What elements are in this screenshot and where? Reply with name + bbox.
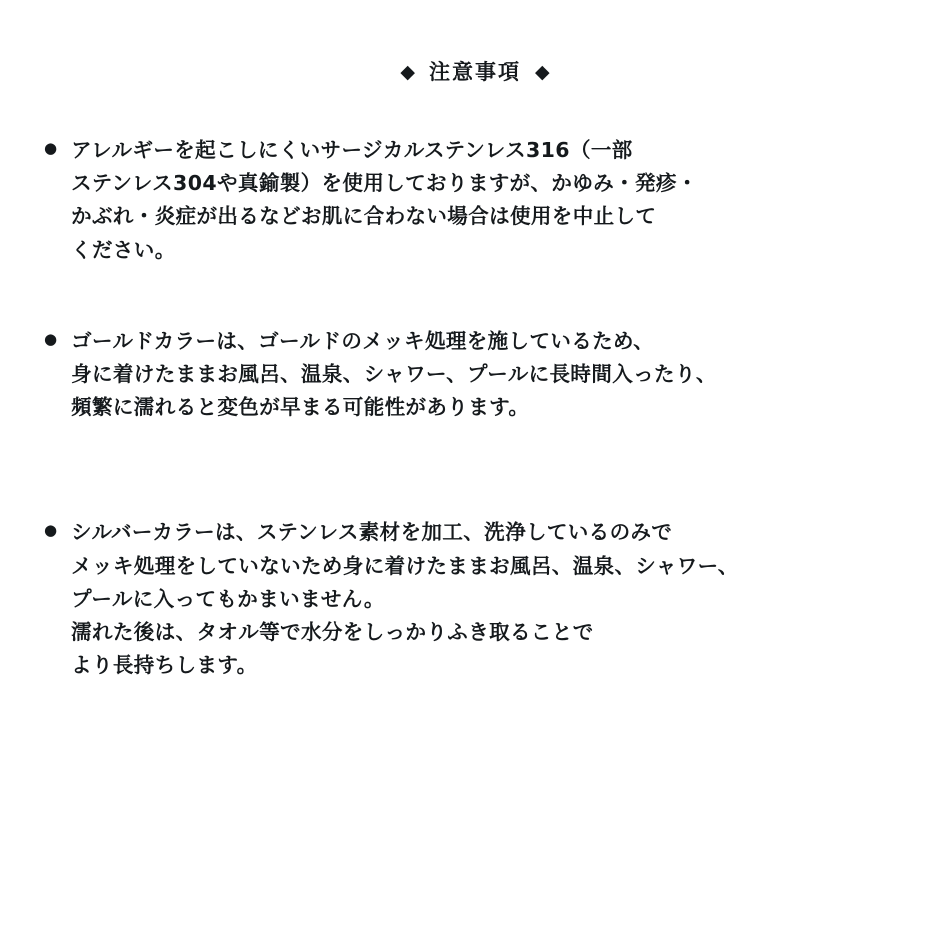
notice-line: 濡れた後は、タオル等で水分をしっかりふき取ることで <box>71 620 594 645</box>
list-item <box>44 516 910 682</box>
notice-line: ステンレス304や真鍮製）を使用しておりますが、かゆみ・発疹・ <box>71 171 698 196</box>
notice-line: プールに入ってもかまいません。 <box>71 586 385 611</box>
list-item <box>44 325 910 425</box>
section-spacer <box>44 482 910 516</box>
notice-line: 頻繁に濡れると変色が早まる可能性があります。 <box>71 395 530 420</box>
diamond-left-icon: ◆ <box>400 60 415 83</box>
notice-text-block <box>71 325 910 425</box>
bullet-icon: ● <box>44 329 58 348</box>
notice-line: より長持ちします。 <box>71 653 258 678</box>
notice-text-block <box>71 516 910 682</box>
list-item <box>44 134 910 267</box>
notice-line: かぶれ・炎症が出るなどお肌に合わない場合は使用を中止して <box>71 204 657 229</box>
notice-text-block <box>71 134 910 267</box>
notice-line: アレルギーを起こしにくいサージカルステンレス316（一部 <box>71 138 633 162</box>
notice-line: ください。 <box>71 237 176 262</box>
notice-list <box>40 134 910 682</box>
bullet-icon: ● <box>44 521 58 540</box>
page-title: 注意事項 <box>429 60 521 84</box>
bullet-icon: ● <box>44 139 58 157</box>
notice-line: ゴールドカラーは、ゴールドのメッキ処理を施しているため、 <box>71 328 655 353</box>
notice-line: シルバーカラーは、ステンレス素材を加工、洗浄しているのみで <box>71 520 673 545</box>
notice-line: 身に着けたままお風呂、温泉、シャワー、プールに長時間入ったり、 <box>71 362 717 387</box>
diamond-right-icon: ◆ <box>535 60 550 83</box>
notice-line: メッキ処理をしていないため身に着けたままお風呂、温泉、シャワー、 <box>71 553 739 578</box>
page-title-row <box>40 56 910 86</box>
